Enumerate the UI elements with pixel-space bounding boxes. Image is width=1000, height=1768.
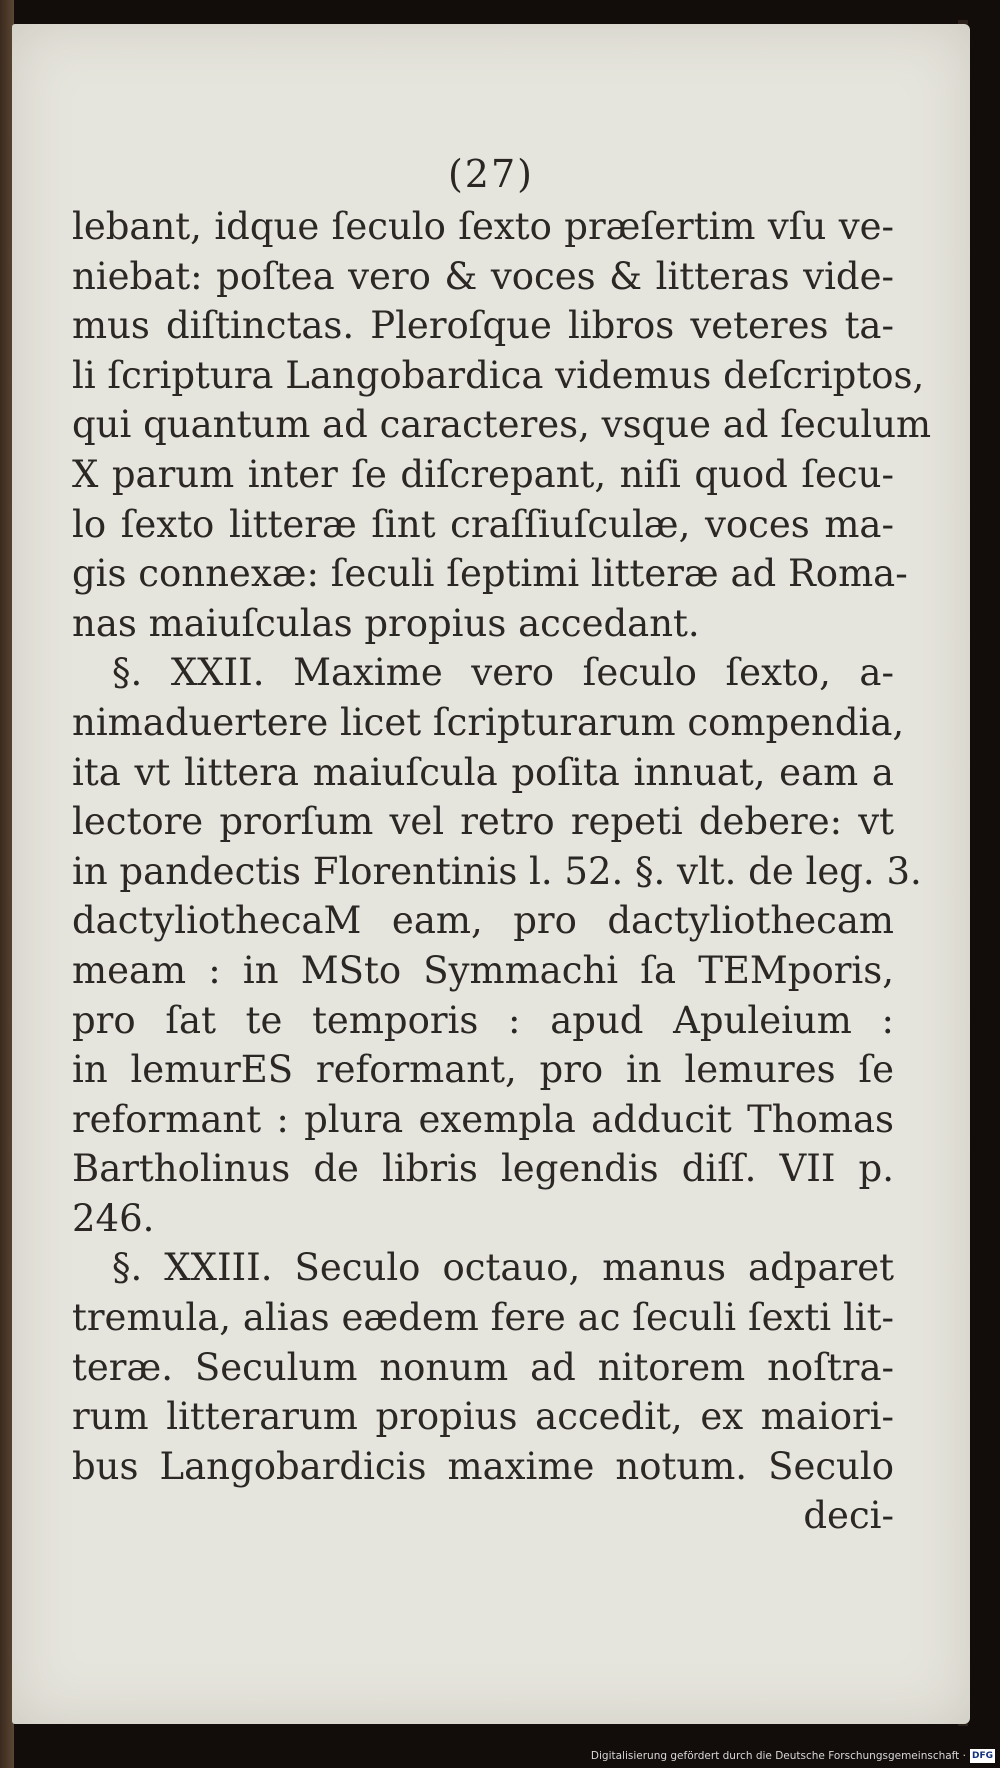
catchword: deci- xyxy=(803,1494,894,1538)
text-line: nas maiuſculas propius accedant. xyxy=(72,601,700,645)
page-text-block xyxy=(72,202,932,1541)
dfg-logo: DFG xyxy=(971,1751,993,1761)
section-heading-line: §. XXIII. Seculo octauo, manus adparet xyxy=(112,1246,894,1290)
text-line: qui quantum ad caracteres, vsque ad ſeculum xyxy=(72,403,932,447)
text-line: lebant, idque ſeculo ſexto præſertim vſu ve- xyxy=(72,205,894,248)
text-line: mus diſtinctas. Pleroſque libros veteres ta- xyxy=(72,304,894,348)
book-page xyxy=(12,24,970,1724)
text-line: 246. xyxy=(72,1196,155,1240)
text-line: niebat: poſtea vero & voces & litteras vide- xyxy=(72,254,894,298)
text-line: in lemurES reformant, pro in lemures ſe xyxy=(72,1048,894,1092)
text-line: nimaduertere licet ſcripturarum compendia, xyxy=(72,700,905,744)
text-line: in pandectis Florentinis l. 52. §. vlt. de leg. 3. xyxy=(72,849,922,893)
text-line: Bartholinus de libris legendis diſſ. VII p. xyxy=(72,1147,894,1191)
text-line: ita vt littera maiuſcula poſita innuat, eam a xyxy=(72,750,894,794)
text-line: lo ſexto litteræ ſint craſſiuſculæ, voces ma- xyxy=(72,502,894,546)
text-line: pro ſat te temporis : apud Apuleium : xyxy=(72,998,894,1042)
text-line: reformant : plura exempla adducit Thomas xyxy=(72,1097,894,1141)
footer-credit-text: Digitalisierung gefördert durch die Deutsche Forschungsgemeinschaft · xyxy=(590,1750,966,1762)
text-line: lectore prorſum vel retro repeti debere: vt xyxy=(72,800,894,844)
text-line: dactyliothecaM eam, pro dactyliothecam xyxy=(72,899,894,943)
text-line: X parum inter ſe diſcrepant, niſi quod ſecu- xyxy=(72,452,894,496)
digitization-footer xyxy=(590,1746,995,1766)
text-line: meam : in MSto Symmachi ſa TEMporis, xyxy=(72,948,894,992)
text-line: bus Langobardicis maxime notum. Seculo xyxy=(72,1444,894,1488)
text-line: teræ. Seculum nonum ad nitorem noſtra- xyxy=(72,1345,894,1389)
text-line: rum litterarum propius accedit, ex maiori- xyxy=(72,1395,894,1439)
section-heading-line: §. XXII. Maxime vero ſeculo ſexto, a- xyxy=(112,651,894,695)
text-line: li ſcriptura Langobardica videmus deſcriptos, xyxy=(72,353,925,397)
text-line: gis connexæ: ſeculi ſeptimi litteræ ad Roma- xyxy=(72,552,908,596)
page-number-header: (27) xyxy=(447,152,534,196)
text-line: tremula, alias eædem fere ac ſeculi ſexti lit- xyxy=(72,1296,894,1340)
